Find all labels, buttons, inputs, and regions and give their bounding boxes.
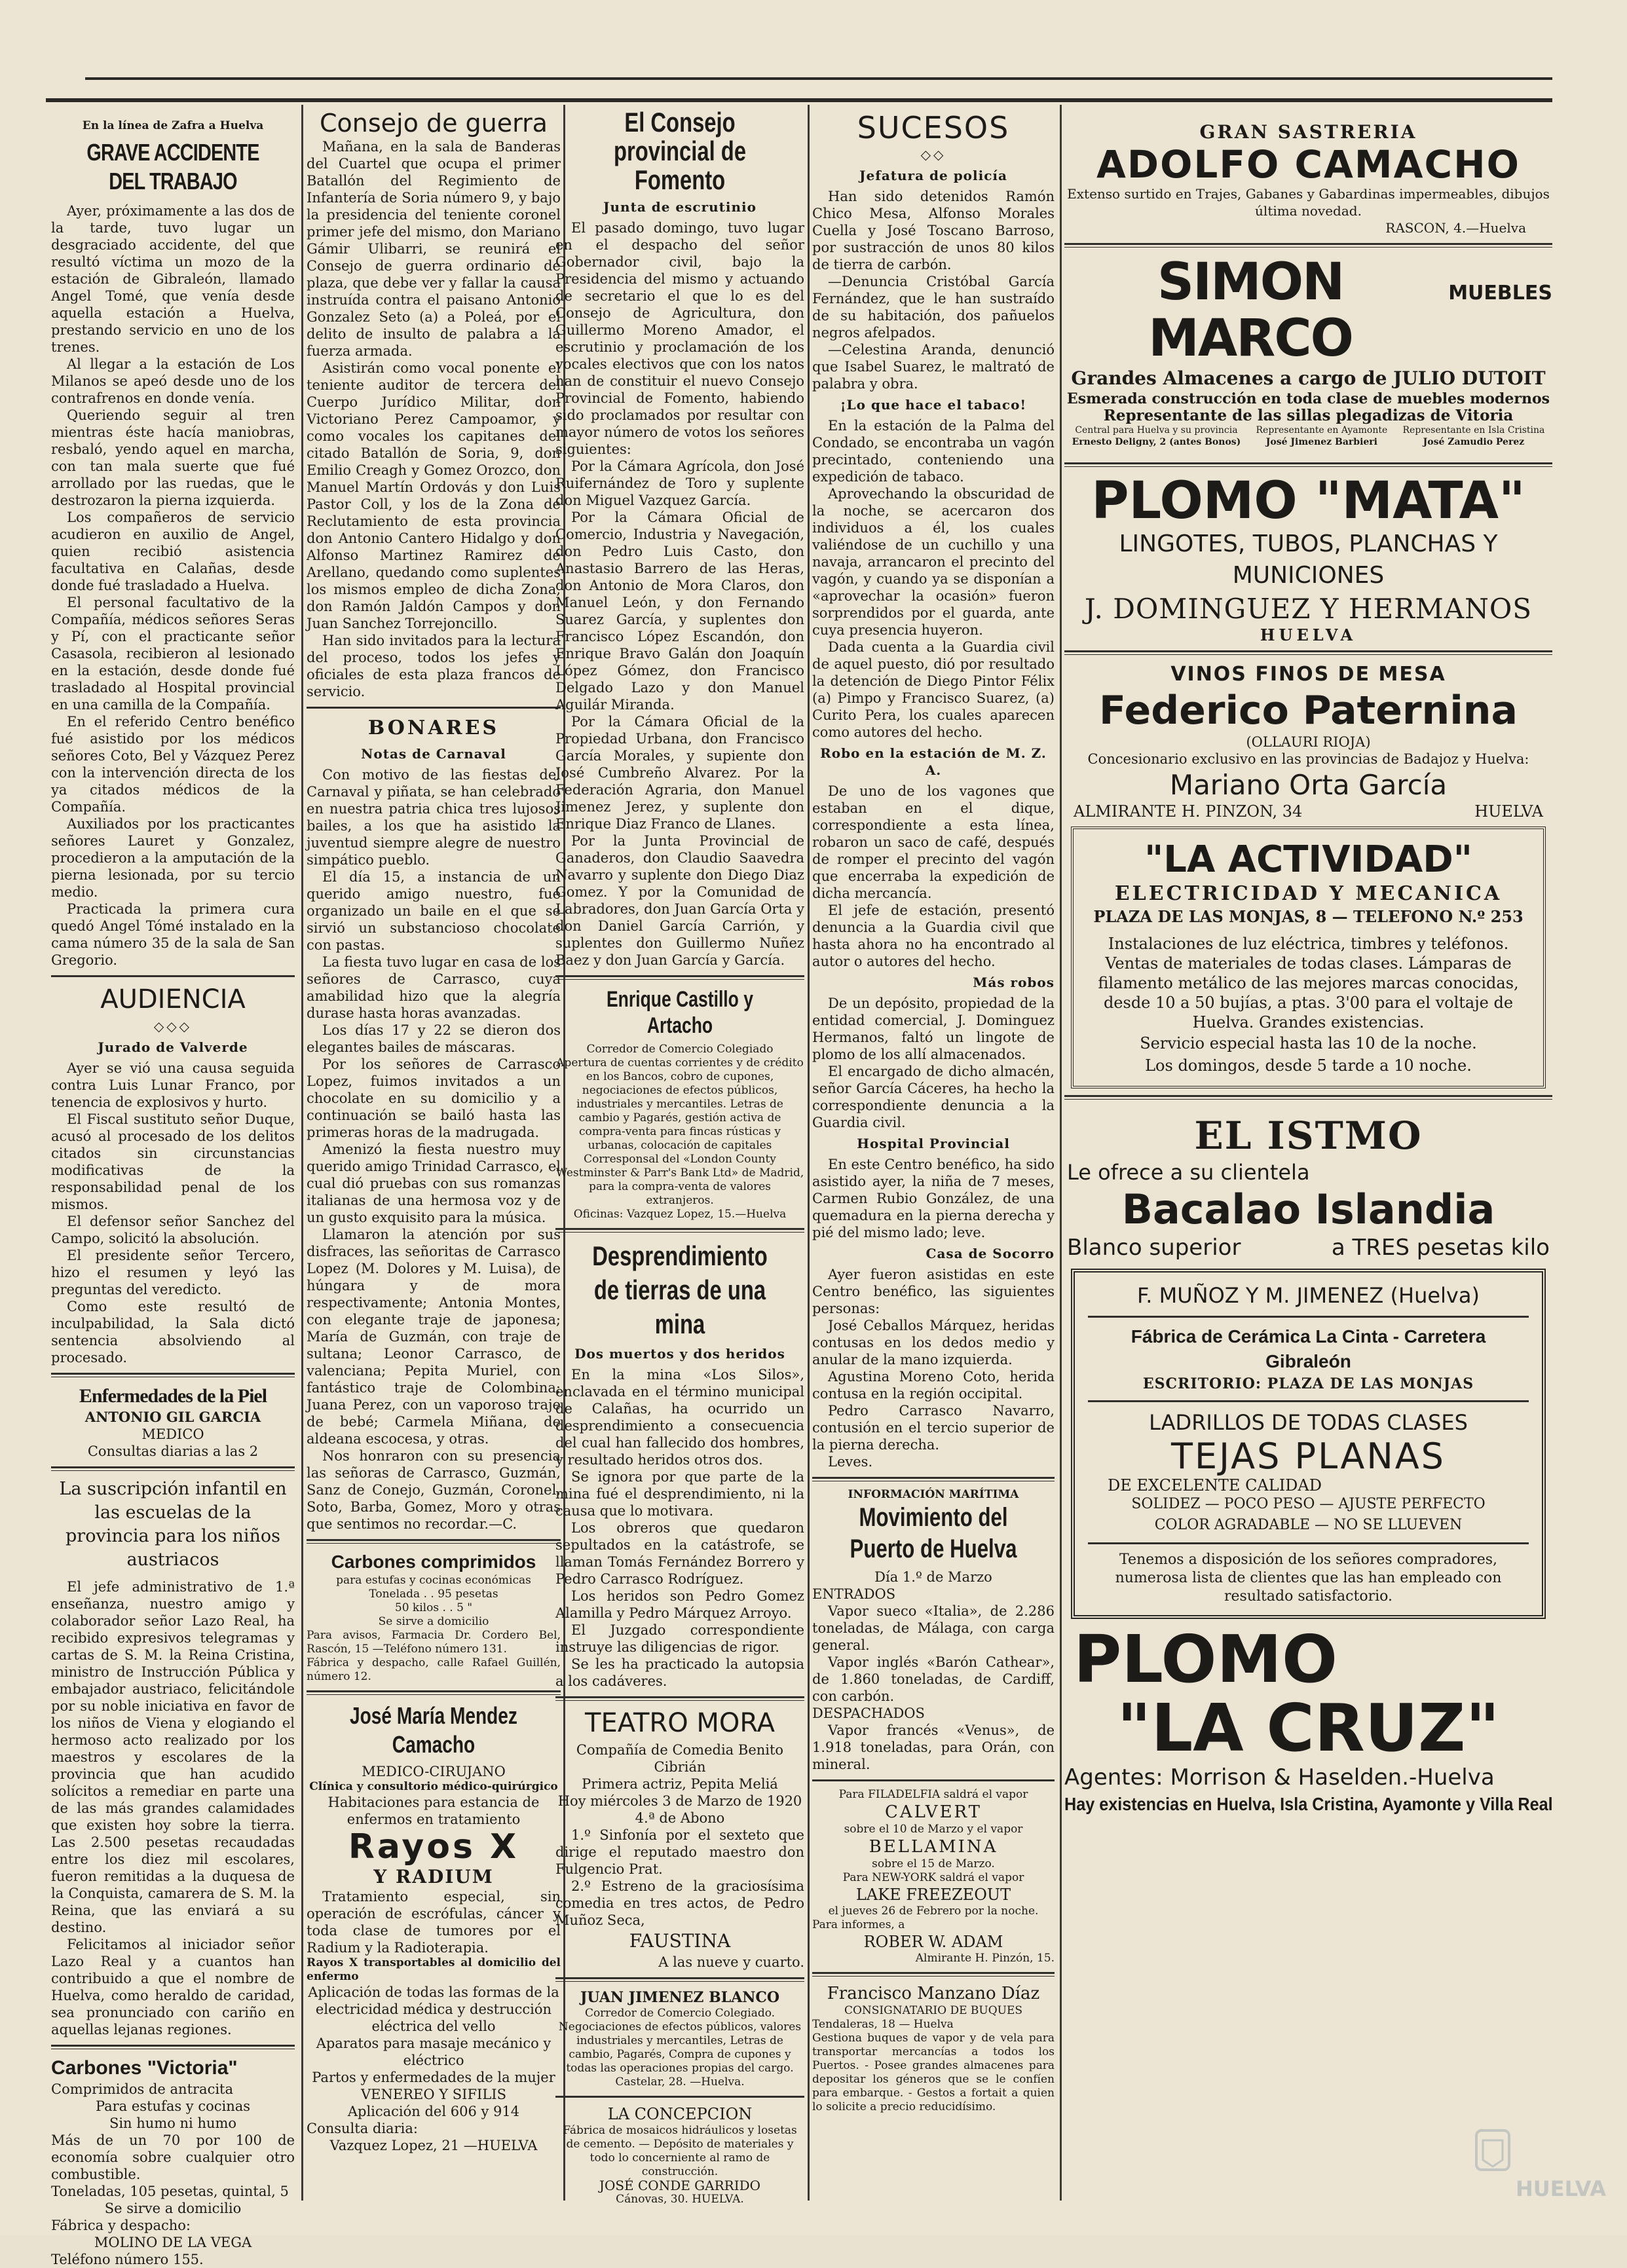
- divider: [1064, 462, 1552, 467]
- column-4: [812, 108, 1055, 2191]
- divider: [51, 2045, 295, 2049]
- ad-radium: Y RADIUM: [373, 1866, 494, 1887]
- ad-line: DE EXCELENTE CALIDAD: [1108, 1476, 1322, 1495]
- ad-line: Clínica y consultorio médico-quirúrgico: [309, 1780, 558, 1793]
- ad-line: VENEREO Y SIFILIS: [361, 2087, 506, 2102]
- divider: [1088, 1316, 1529, 1318]
- headline-desprendimiento: Desprendimiento de tierras de una mina: [592, 1240, 768, 1339]
- ad-line: COLOR AGRADABLE — NO SE LLUEVEN: [1154, 1517, 1463, 1533]
- ad-title: JUAN JIMENEZ BLANCO: [580, 1989, 780, 2006]
- column-2: [307, 108, 561, 2191]
- ad-line: José Zamudio Perez: [1423, 437, 1525, 447]
- ad-subtitle: MUEBLES: [1448, 282, 1552, 305]
- paragraph: Como este resultó de inculpabilidad, la Sala dictó sentencia absolviendo al procesado.: [51, 1299, 295, 1366]
- theatre-line: A las nueve y cuarto.: [658, 1954, 804, 1970]
- paragraph: De uno de los vagones que estaban en el dique, correspondiente a esta línea, robaron un saco de café, después de romper el precinto del vagón que encerraba la expedición de dicha mercancía.: [812, 783, 1055, 901]
- divider: [555, 1228, 804, 1233]
- ornament: ◇◇◇: [153, 1018, 193, 1034]
- ad-line: Se sirve a domicilio: [378, 1615, 489, 1628]
- ad-line: Corredor de Comercio Colegiado.: [584, 2007, 776, 2020]
- ad-line: Central para Huelva y su provincia: [1075, 425, 1238, 436]
- paragraph: En el referido Centro benéfico fué asistido por los médicos señores Coto, Bel y Vázquez Perez con la intervención directa de los ya citados médicos de la Compañía.: [51, 714, 295, 815]
- divider: [51, 1466, 295, 1471]
- ad-line: Almirante H. Pinzón, 15.: [915, 1952, 1055, 1965]
- port-line: ENTRADOS: [812, 1586, 896, 1602]
- ad-title: SIMON MARCO: [1148, 253, 1353, 368]
- theatre-line: Hoy miércoles 3 de Marzo de 1920: [557, 1793, 802, 1809]
- ad-line: CONSIGNATARIO DE BUQUES: [844, 2004, 1023, 2017]
- paragraph: —Denuncia Cristóbal García Fernández, que le han sustraído de su habitación, dos pañuelos negros afelpados.: [812, 274, 1055, 341]
- paragraph: Por la Cámara Oficial de la Propiedad Urbana, don Francisco García Morales, y supiente don José Cumbreño Alvarez. Por la Federación Agraria, don Manuel Jimenez Jerez, y suplente don Enrique Diaz Franco de Llanes.: [555, 714, 804, 832]
- ad-line: Se sirve a domicilio: [104, 2201, 242, 2216]
- port-line: Vapor inglés «Barón Cathear», de 1.860 toneladas, de Cardiff, con carbón.: [812, 1654, 1055, 1704]
- paragraph: En este Centro benéfico, ha sido asistido ayer, la niña de 7 meses, Carmen Rubio González, de una quemadura en la pierna derecha y pié del mismo lado; leve.: [812, 1157, 1055, 1240]
- divider: [555, 2096, 804, 2098]
- ad-line: Rayos X transportables al domicilio del enfermo: [307, 1956, 561, 1983]
- ad-title: Carbones comprimidos: [331, 1552, 536, 1572]
- ad-line: Para avisos, Farmacia Dr. Cordero Bel, Rascón, 15 —Teléfono número 131.: [307, 1629, 561, 1656]
- ad-line: HUELVA: [1260, 625, 1357, 644]
- paragraph: El personal facultativo de la Compañía, médicos señores Seras y Pí, con el practicante señor Casasola, recibieron al lesionado en la estación, desde donde fué trasladado al Hospital provincial en una camilla de la Compañía.: [51, 595, 295, 713]
- divider: [1064, 1095, 1552, 1100]
- ad-ship: LAKE FREEZEOUT: [855, 1886, 1011, 1904]
- divider: [307, 1539, 561, 1544]
- stamp-text: HUELVA: [1516, 2176, 1606, 2201]
- ad-line: Toneladas, 105 pesetas, quintal, 5: [51, 2184, 289, 2199]
- ad-doctor: ANTONIO GIL GARCIA: [84, 1409, 261, 1425]
- paragraph: Mañana, en la sala de Banderas del Cuartel que ocupa el primer Batallón del Regimiento de Infantería de Soria número 9, y bajo la presidencia del teniente coronel primer jefe del mismo, don Mariano Gámir Ulibarri, se reunirá el Consejo de guerra ordinario de plaza, que debe ver y fallar la causa instruída contra el paisano Antonio Gonzalez Seto (a) a Poleá, por el delito de insulto de palabra a la fuerza armada.: [307, 139, 561, 359]
- subheading: ¡Lo que hace el tabaco!: [840, 397, 1027, 413]
- ad-line: Los domingos, desde 5 tarde a 10 noche.: [1145, 1056, 1472, 1075]
- ad-line: LADRILLOS DE TODAS CLASES: [1149, 1410, 1468, 1435]
- divider: [307, 707, 561, 709]
- paragraph: El jefe de estación, presentó denuncia a la Guardia civil que hasta ahora no ha encontrado al autor o autores del hecho.: [812, 902, 1055, 969]
- subheading: Casa de Socorro: [926, 1246, 1055, 1261]
- ad-line: J. DOMINGUEZ Y HERMANOS: [1084, 593, 1533, 625]
- paragraph: Por la Cámara Oficial de Comercio, Industria y Navegación, don Pedro Luis Casto, don Anastasio Barrero de las Heras, don Antonio de Mora Claros, don Manuel León, y don Fernando Suarez García, y suplentes don Francisco López Escandón, don Enrique Bravo Galán don Joaquín López Gómez, don Francisco Delgado Lazo y don Manuel Aguilár Miranda.: [555, 510, 804, 713]
- port-line: DESPACHADOS: [812, 1705, 925, 1721]
- ad-line: Comprimidos de antracita: [51, 2081, 234, 2097]
- ad-line: Fábrica de Cerámica La Cinta - Carretera Gibraleón: [1131, 1326, 1486, 1371]
- divider: [1064, 650, 1552, 655]
- paragraph: El defensor señor Sanchez del Campo, solicitó la absolución.: [51, 1214, 295, 1246]
- ad-manzano-diaz: [812, 1983, 1055, 2114]
- ad-line: Ernesto Deligny, 2 (antes Bonos): [1072, 437, 1241, 447]
- ad-line: Extenso surtido en Trajes, Gabanes y Gabardinas impermeables, dibujos última novedad.: [1067, 186, 1550, 219]
- ad-title: José María Mendez Camacho: [350, 1702, 517, 1758]
- divider: [1088, 1542, 1529, 1544]
- ad-rayos-x: Rayos X: [348, 1827, 519, 1867]
- top-rule-thick: [46, 98, 1552, 102]
- ad-bacalao: Bacalao Islandia: [1121, 1185, 1495, 1233]
- ad-line: Esmerada construcción en toda clase de muebles modernos: [1066, 390, 1550, 407]
- ad-line: Tratamiento especial, sin operación de escrófulas, cáncer y toda clase de tumores por el Radium y la Radioterapia.: [307, 1889, 561, 1956]
- ad-line: Mariano Orta García: [1169, 769, 1448, 801]
- paragraph: Pedro Carrasco Navarro, contusión en el tercio superior de la pierna derecha.: [812, 1403, 1055, 1453]
- ad-line: Negociaciones de efectos públicos, valores industriales y mercantiles, Letras de cambio, Pagarés, Compra de cupones y todas las operaciones propias del cargo.: [558, 2020, 802, 2075]
- theatre-line: Compañía de Comedia Benito Cibrián: [576, 1742, 784, 1775]
- port-line: Vapor sueco «Italia», de 2.286 toneladas, de Málaga, con carga general.: [812, 1603, 1055, 1653]
- paragraph: Dada cuenta a la Guardia civil de aquel puesto, dió por resultado la detención de Diego Pintor Félix (a) Pimpo y Francisco Suarez, (a) Curito Pera, los cuales aparecen como autores del hecho.: [812, 639, 1055, 740]
- column-divider: [1060, 105, 1062, 2201]
- ad-line: Para estufas y cocinas: [95, 2098, 251, 2114]
- ad-line: ESCRITORIO: PLAZA DE LAS MONJAS: [1142, 1375, 1474, 1392]
- ad-ship: BELLAMINA: [869, 1837, 998, 1857]
- ad-adolfo-camacho: ADOLFO CAMACHO: [1096, 142, 1520, 187]
- paragraph: Auxiliados por los practicantes señores Lauret y Gonzalez, procedieron a la amputación de la pierna lesionada, por su tercio medio.: [51, 816, 295, 900]
- paragraph: Nos honraron con su presencia las señoras de Carrasco, Guzmán, Sanz de Conejo, Guzmán, Coronel, Soto, Barba, Gomez, Moro y otras que sentimos no recordar.—C.: [307, 1448, 561, 1532]
- subheading: Dos muertos y dos heridos: [574, 1346, 785, 1362]
- ad-line: MEDICO-CIRUJANO: [362, 1764, 506, 1779]
- ad-line: Tendaleras, 18 — Huelva: [812, 2018, 954, 2031]
- divider: [812, 1972, 1055, 1977]
- ad-plomo-mata: PLOMO "MATA": [1091, 472, 1525, 530]
- ad-carbones-comprimidos: [307, 1550, 561, 1684]
- ad-mendez-camacho: [307, 1701, 561, 2154]
- ad-line: MOLINO DE LA VEGA: [94, 2235, 252, 2250]
- kicker: En la línea de Zafra a Huelva: [82, 119, 264, 132]
- headline-suscripcion: La suscripción infantil en las escuelas de la provincia para los niños austriacos: [59, 1479, 287, 1570]
- ad-title: Enrique Castillo y Artacho: [606, 987, 754, 1038]
- theatre-line: 1.º Sinfonía por el sexteto que dirige el reputado maestro don Fulgencio Prat.: [555, 1827, 804, 1877]
- ad-enrique-castillo: [555, 986, 804, 1221]
- subheading: Hospital Provincial: [857, 1136, 1010, 1151]
- paragraph: Ayer, próximamente a las dos de la tarde, tuvo lugar un desgraciado accidente, del que resultó víctima un mozo de la estación de Gibraleón, llamado Angel Tomé, que venía desde aquella estación a Huelva, prestando servicio en uno de los trenes.: [51, 203, 295, 355]
- column-3: [555, 107, 804, 2206]
- ad-hours: Consultas diarias a las 2: [87, 1443, 259, 1459]
- ad-line: Teléfono número 155.: [51, 2252, 204, 2267]
- crest-icon: [1470, 2124, 1606, 2209]
- divider: [555, 1696, 804, 1701]
- ad-carbones-victoria: [51, 2056, 295, 2268]
- ad-representatives: [1064, 424, 1552, 448]
- ad-line: LINGOTES, TUBOS, PLANCHAS Y MUNICIONES: [1119, 530, 1498, 589]
- divider: [1088, 1400, 1529, 1402]
- ad-price: [1064, 1233, 1552, 1262]
- ad-line: Fábrica y despacho, calle Rafael Guillén, número 12.: [307, 1656, 561, 1683]
- archive-stamp: [1470, 2124, 1606, 2209]
- ad-role: MEDICO: [141, 1426, 204, 1442]
- ad-line: Corredor de Comercio Colegiado: [586, 1043, 774, 1056]
- headline-grave-accidente: GRAVE ACCIDENTE DEL TRABAJO: [86, 139, 259, 195]
- ad-gran-sastreria: GRAN SASTRERIA: [1199, 121, 1417, 143]
- column-divider: [301, 105, 303, 2201]
- ad-line: Aplicación de todas las formas de la electricidad médica y destrucción eléctrica del vello: [308, 1984, 559, 2034]
- port-line: Vapor francés «Venus», de 1.918 toneladas, para Orán, con mineral.: [812, 1722, 1055, 1772]
- ad-simon-marco: [1064, 254, 1552, 367]
- paragraph: En la estación de la Palma del Condado, se encontraba un vagón precintado, conteniendo una expedición de tabaco.: [812, 418, 1055, 485]
- paragraph: Por la Cámara Agrícola, don José Ruifernández de Toro y suplente don Miguel Vazquez García.: [555, 458, 804, 508]
- ad-line: para estufas y cocinas económicas: [336, 1574, 531, 1587]
- ad-line: Representante de las sillas plegadizas de Vitoria: [1103, 407, 1514, 424]
- paragraph: Amenizó la fiesta nuestro muy querido amigo Trinidad Carrasco, el cual dió pruebas con sus romanzas italianas de una hermosa voz y de un gusto exquisito para la música.: [307, 1142, 561, 1225]
- paragraph: El Juzgado correspondiente instruye las diligencias de rigor.: [555, 1622, 804, 1655]
- ad-line: Representante en Ayamonte: [1256, 425, 1388, 436]
- ad-address: [1064, 803, 1552, 820]
- ad-line: Vazquez Lopez, 21 —HUELVA: [329, 2138, 538, 2153]
- paragraph: El encargado de dicho almacén, señor García Cáceres, ha hecho la correspondiente denuncia a la Guardia civil.: [812, 1064, 1055, 1130]
- ad-title: Carbones "Victoria": [51, 2057, 238, 2079]
- paragraph: El jefe administrativo de 1.ª enseñanza, nuestro amigo y colaborador señor Lazo Real, ha recibido expresivos telegramas y cartas de S. M. la Reina Cristina, ministro de Instrucción Pública y embajador austriaco, felicitándole por su noble iniciativa en favor de los niños de Viena y elogiando el hermoso acto realizado por los maestros y escolares de la provincia que han acudido solícitos a remediar en parte una de las más grandes calamidades que existen hoy sobre la tierra. Las 2.500 pesetas recaudadas entre los diez mil escolares, fueron remitidas a la duquesa de la Conquista, camarera de S. M. la Reina, que las enviará a su destino.: [51, 1579, 295, 1935]
- paragraph: Aprovechando la obscuridad de la noche, se acercaron dos individuos a él, los cuales valiéndose de un cuchillo y una navaja, arrancaron el precinto del vagón, y cuando ya se disponían a «aprovechar la ocasión» fueron sorprendidos por el guarda, ante cuya presencia huyeron.: [812, 486, 1055, 638]
- subheading: Más robos: [973, 975, 1055, 990]
- ad-line: Habitaciones para estancia de enfermos en tratamiento: [327, 1794, 540, 1827]
- column-5-ads: [1064, 108, 1552, 2191]
- ad-line: Oficinas: Vazquez Lopez, 15.—Huelva: [573, 1208, 787, 1221]
- paragraph: José Ceballos Márquez, heridas contusas en los dedos medio y anular de la mano izquierda.: [812, 1318, 1055, 1367]
- ad-line: Aparatos para masaje mecánico y eléctrico: [316, 2036, 552, 2068]
- ad-line: Gestiona buques de vapor y de vela para transportar mercancías a todos los Puertos. - Posee grandes almacenes para depositar los géneros que se le confíen para embarque. - Gestos a fortait a quien lo solicite a precio reducidísimo.: [812, 2032, 1055, 2113]
- ad-line: Más de un 70 por 100 de economía sobre cualquier otro combustible.: [51, 2132, 295, 2182]
- paragraph: Los obreros que quedaron sepultados en la catástrofe, se llaman Tomás Fernández Borrero y Pedro Carrasco Rodríguez.: [555, 1520, 804, 1587]
- paragraph: Por los señores de Carrasco Lopez, fuimos invitados a un chocolate en su domicilio y a continuación se bailó hasta las primeras horas de la madrugada.: [307, 1056, 561, 1140]
- ad-line: ELECTRICIDAD Y MECANICA: [1114, 882, 1503, 905]
- headline-consejo-guerra: Consejo de guerra: [320, 109, 548, 138]
- ad-rober-adam: [812, 1788, 1055, 1965]
- ad-line: Blanco superior: [1067, 1235, 1241, 1261]
- headline-sucesos: SUCESOS: [857, 110, 1010, 145]
- ad-tejas-planas: TEJAS PLANAS: [1171, 1436, 1446, 1477]
- paragraph: Por la Junta Provincial de Ganaderos, don Claudio Saavedra Navarro y suplente don Diego Diaz Gomez. Y por la Comunidad de Labradores, don Juan García Orta y don Daniel García Carrión, y suplentes don Guillermo Nuñez Baez y don Juan García y García.: [555, 833, 804, 968]
- ad-title: Enfermedades de la Piel: [79, 1385, 267, 1407]
- subheading: Junta de escrutinio: [603, 199, 757, 215]
- divider: [555, 1977, 804, 1982]
- ad-line: Servicio especial hasta las 10 de la noche.: [1140, 1034, 1477, 1052]
- paragraph: Llamaron la atención por sus disfraces, las señoritas de Carrasco Lopez (M. Dolores y M. Luisa), de húngara y de mora respectivamente; Antonia Montes, con elegante traje de japonesa; María de Guzmán, con traje de sultana; Leonor Carrasco, de valenciana; Pepita Muriel, con fantástico traje de Colombina; Juana Perez, con un vaporoso traje de bebé; Carmela Miñana, de aldeana escocesa, y otras.: [307, 1227, 561, 1447]
- paragraph: Los compañeros de servicio acudieron en auxilio de Angel, quien recibió asistencia facultativa en Calañas, desde donde fué trasladado a Huelva.: [51, 510, 295, 593]
- ad-line: RASCON, 4.—Huelva: [1385, 220, 1526, 236]
- ad-title: LA CONCEPCION: [607, 2105, 753, 2123]
- paragraph: Los días 17 y 22 se dieron dos elegantes bailes de máscaras.: [307, 1022, 561, 1055]
- subheading: Robo en la estación de M. Z. A.: [820, 745, 1047, 778]
- paragraph: El presidente señor Tercero, hizo el resumen y leyó las preguntas del veredicto.: [51, 1248, 295, 1297]
- ad-line: sobre el 10 de Marzo y el vapor: [844, 1823, 1023, 1836]
- ad-agent: ROBER W. ADAM: [863, 1933, 1003, 1951]
- paragraph: Queriendo seguir al tren mientras éste hacía maniobras, resbaló, yendo aquel en marcha, con tan mala suerte que fué arrollado por las ruedas, que le destrozaron la pierna izquierda.: [51, 407, 295, 508]
- ad-la-concepcion: [555, 2104, 804, 2206]
- ad-line: Para informes, a: [812, 1918, 905, 1931]
- ad-plomo: PLOMO: [1074, 1621, 1337, 1698]
- theatre-line: 4.ª de Abono: [635, 1810, 725, 1826]
- paragraph: Con motivo de las fiestas del Carnaval y piñata, se han celebrado en nuestra patria chica tres lujosos bailes, a los que ha asistido la juventud siempre alegre de nuestro simpático pueblo.: [307, 767, 561, 868]
- paragraph: Asistirán como vocal ponente el teniente auditor de tercera del Cuerpo Jurídico Militar, don Victoriano Perez Campoamor, y como vocales los capitanes del citado Batallón de Soria, 9, don Emilio Creagh y Gomez Orozco, don Manuel Martín Ordovás y don Luis Pastor Coll, y los de la Zona de Reclutamiento de esta provincia don Antonio Cantero Hidalgo y don Alfonso Martinez Ramirez de Arellano, quedando como suplentes los mismos empleo de dicha Zona, don Ramón Jaldón Campos y don Juan Sanchez Torrejoncillo.: [307, 360, 561, 631]
- paragraph: Ayer fueron asistidas en este Centro benéfico, las siguientes personas:: [812, 1267, 1055, 1316]
- subheading: Jurado de Valverde: [98, 1039, 248, 1055]
- ad-line: Instalaciones de luz eléctrica, timbres y teléfonos. Ventas de materiales de todas clases. Lámparas de filamento metálico de las mejores marcas conocidas, desde 10 a 50 bujías, a ptas. 3'00 para el voltaje de Huelva. Grandes existencias.: [1098, 935, 1519, 1032]
- ad-line: Castelar, 28. —Huelva.: [615, 2075, 745, 2089]
- ad-line: Para NEW-YORK saldrá el vapor: [842, 1871, 1024, 1884]
- paragraph: Ayer se vió una causa seguida contra Luis Lunar Franco, por tenencia de explosivos y hurto.: [51, 1060, 295, 1110]
- ad-line: (OLLAURI RIOJA): [1246, 734, 1371, 750]
- ad-munoz-jimenez: [1071, 1269, 1546, 1619]
- paragraph: —Celestina Aranda, denunció que Isabel Suarez, le maltrató de palabra y obra.: [812, 342, 1055, 392]
- paragraph: Los heridos son Pedro Gomez Alamilla y Pedro Márquez Arroyo.: [555, 1588, 804, 1621]
- theatre-line: Primera actriz, Pepita Meliá: [582, 1776, 778, 1792]
- column-1: [51, 108, 295, 2267]
- divider: [1064, 243, 1552, 248]
- divider: [51, 1373, 295, 1377]
- paragraph: Han sido invitados para la lectura del proceso, todos los jefes y oficiales de esta plaza francos de servicio.: [307, 633, 561, 699]
- divider: [51, 975, 295, 977]
- ad-line: Concesionario exclusivo en las provincias de Badajoz y Huelva:: [1087, 751, 1529, 767]
- paragraph: Se les ha practicado la autopsia a los cadáveres.: [555, 1656, 804, 1689]
- ad-line: Aplicación del 606 y 914: [347, 2104, 520, 2119]
- paragraph: Han sido detenidos Ramón Chico Mesa, Alfonso Morales Cuella y José Toscano Barroso, por sustracción de unos 80 kilos de tierra de carbón.: [812, 189, 1055, 272]
- ad-line: a TRES pesetas kilo: [1331, 1235, 1550, 1261]
- ad-line: JOSÉ CONDE GARRIDO: [599, 2178, 761, 2193]
- headline-audiencia: AUDIENCIA: [100, 984, 246, 1014]
- ad-line: Apertura de cuentas corrientes y de crédito en los Bancos, cobro de cupones, negociaciones de efectos públicos, industriales y mercantiles. Letras de cambio y Pagarés, gestión activa de compra-venta para fincas rústicas y urbanas, colocación de capitales: [556, 1056, 804, 1152]
- ad-vinos-finos: VINOS FINOS DE MESA: [1170, 663, 1446, 686]
- subheading: Notas de Carnaval: [361, 746, 506, 762]
- ad-line: Para FILADELFIA saldrá el vapor: [838, 1788, 1028, 1801]
- section-label: INFORMACIÓN MARÍTIMA: [848, 1488, 1019, 1501]
- ad-line: Partos y enfermedades de la mujer: [312, 2070, 555, 2085]
- ad-la-cruz: "LA CRUZ": [1117, 1690, 1500, 1766]
- headline-consejo-fomento: El Consejo provincial de Fomento: [613, 107, 747, 195]
- ad-title: Francisco Manzano Díaz: [827, 1984, 1040, 2003]
- ad-line: Tenemos a disposición de los señores compradores, numerosa lista de clientes que las han empleado con resultado satisfactorio.: [1115, 1552, 1502, 1605]
- ad-enfermedades-piel: [51, 1384, 295, 1460]
- paragraph: Practicada la primera cura quedó Angel Tómé instalado en la cama número 35 de la sala de San Gregorio.: [51, 901, 295, 968]
- paragraph: La fiesta tuvo lugar en casa de los señores de Carrasco, cuya amabilidad hizo que la alegría durase hasta horas avanzadas.: [307, 954, 561, 1021]
- ad-line: Consulta diaria:: [307, 2121, 418, 2136]
- paragraph: Felicitamos al iniciador señor Lazo Real y a cuantos han contribuido a que el nombre de Huelva, como heraldo de caridad, sea pronunciado con cariño en aquellas lejanas regiones.: [51, 1937, 295, 2037]
- headline-bonares: BONARES: [367, 716, 500, 739]
- ad-line: 50 kilos . . 5 ": [394, 1601, 473, 1614]
- ad-line: Le ofrece a su clientela: [1067, 1160, 1310, 1185]
- ad-title: F. MUÑOZ Y M. JIMENEZ (Huelva): [1137, 1283, 1480, 1308]
- ad-federico-paternina: Federico Paternina: [1098, 688, 1518, 734]
- ad-ship: CALVERT: [884, 1802, 982, 1822]
- port-line: Día 1.º de Marzo: [874, 1569, 992, 1585]
- ad-line: HUELVA: [1474, 802, 1543, 821]
- ad-line: Corresponsal del «London County Westminster & Parr's Bank Ltd» de Madrid, para la compra-venta de valores extranjeros.: [555, 1153, 804, 1207]
- ad-line: sobre el 15 de Marzo.: [872, 1857, 995, 1870]
- ad-line: Hay existencias en Huelva, Isla Cristina, Ayamonte y Villa Real: [1064, 1794, 1553, 1814]
- column-divider: [808, 105, 810, 2201]
- ad-line: Fábrica y despacho:: [51, 2218, 191, 2233]
- paragraph: Leves.: [828, 1454, 873, 1470]
- top-rule: [85, 77, 1552, 80]
- headline-movimiento-puerto: Movimiento del Puerto de Huelva: [850, 1503, 1017, 1563]
- divider: [307, 1690, 561, 1695]
- ad-line: Cánovas, 30. HUELVA.: [616, 2193, 744, 2206]
- headline-teatro-mora: TEATRO MORA: [585, 1708, 775, 1738]
- theatre-play: FAUSTINA: [629, 1930, 731, 1952]
- ad-line: PLAZA DE LAS MONJAS, 8 — TELEFONO N.º 253: [1093, 907, 1524, 926]
- paragraph: El día 15, a instancia de un querido amigo nuestro, fué organizado un baile en el que se sirvió un substancioso chocolate con pastas.: [307, 869, 561, 953]
- ad-line: Sin humo ni humo: [109, 2115, 237, 2131]
- ad-line: Representante en Isla Cristina: [1402, 425, 1545, 436]
- divider: [555, 975, 804, 980]
- paragraph: Agustina Moreno Coto, herida contusa en la región occipital.: [812, 1369, 1055, 1402]
- ornament: ◇◇: [920, 147, 946, 162]
- paragraph: El pasado domingo, tuvo lugar en el despacho del señor Gobernador civil, bajo la Presidencia del mismo y actuando de secretario el que lo es del Consejo de Agricultura, don Guillermo Moreno Amador, el escrutinio y proclamación de los vocales electivos que con los natos han de constituir el nuevo Consejo Provincial de Fomento, habiendo sido proclamados por resultar con mayor número de votos los señores siguientes:: [555, 220, 804, 457]
- paragraph: Al llegar a la estación de Los Milanos se apeó desde uno de los contrafrenos en donde venía.: [51, 356, 295, 406]
- subheading: Jefatura de policía: [859, 168, 1007, 183]
- ad-line: ALMIRANTE H. PINZON, 34: [1074, 802, 1303, 821]
- ad-el-istmo: EL ISTMO: [1194, 1113, 1423, 1158]
- ad-line: SOLIDEZ — POCO PESO — AJUSTE PERFECTO: [1131, 1496, 1486, 1512]
- divider: [812, 1477, 1055, 1481]
- paragraph: El Fiscal sustituto señor Duque, acusó al procesado de los delitos citados sin circunstancias modificativas de la responsabilidad penal de los mismos.: [51, 1111, 295, 1212]
- ad-juan-jimenez: [555, 1988, 804, 2089]
- paragraph: Se ignora por que parte de la mina fué el desprendimiento, ni la causa que lo motivara.: [555, 1469, 804, 1519]
- ad-line: José Jimenez Barbieri: [1265, 437, 1377, 447]
- ad-title: "LA ACTIVIDAD": [1144, 838, 1472, 881]
- paragraph: De un depósito, propiedad de la entidad comercial, J. Dominguez Hermanos, faltó un lingote de plomo de los allí almacenados.: [812, 995, 1055, 1062]
- ad-line: Fábrica de mosaicos hidráulicos y losetas de cemento. — Depósito de materiales y todo lo concerniente al ramo de construcción.: [563, 2124, 797, 2178]
- divider: [812, 1779, 1055, 1781]
- ad-la-actividad: [1071, 827, 1546, 1088]
- ad-line: Grandes Almacenes a cargo de JULIO DUTOIT: [1071, 367, 1546, 389]
- theatre-line: 2.º Estreno de la graciosísima comedia en tres actos, de Pedro Muñoz Seca,: [555, 1878, 804, 1928]
- ad-line: el jueves 26 de Febrero por la noche.: [828, 1905, 1039, 1918]
- paragraph: En la mina «Los Silos», enclavada en el término municipal de Calañas, ha ocurrido un desprendimiento a consecuencia del cual han fallecido dos hombres, y resultado heridos otros dos.: [555, 1367, 804, 1468]
- ad-line: Tonelada . . 95 pesetas: [369, 1588, 498, 1601]
- ad-line: Agentes: Morrison & Haselden.-Huelva: [1064, 1764, 1495, 1791]
